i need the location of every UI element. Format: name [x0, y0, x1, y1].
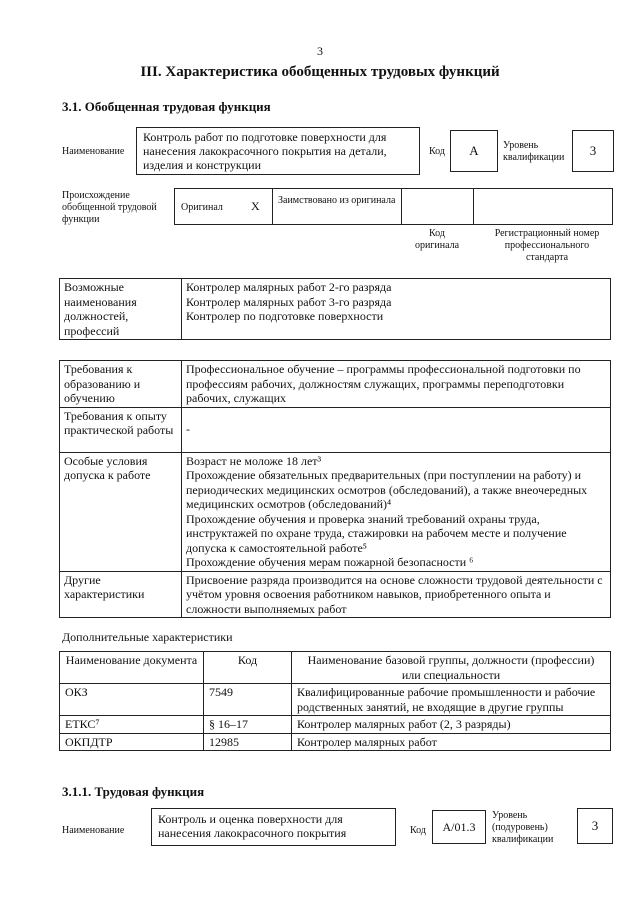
condition-line: Возраст не моложе 18 лет³ [186, 453, 322, 468]
cell-doc: ОКЗ [60, 684, 204, 716]
reg-number-label: Регистрационный номер профессионального стандарта [494, 228, 600, 263]
req-label-conditions: Особые условия допуска к работе [60, 452, 182, 571]
section-title: III. Характеристика обобщенных трудовых функций [140, 64, 500, 80]
tf-level-label: Уровень (подуровень) квалификации [492, 810, 554, 845]
req-label-education: Требования к образованию и обучению [60, 361, 182, 408]
original-mark: X [251, 199, 260, 213]
header-group: Наименование базовой группы, должности (профессии) или специальности [292, 652, 611, 684]
additional-table [59, 651, 611, 751]
condition-line: Прохождение обязательных предварительных (при поступлении на работу) и периодических медицинских осмотров (обследований), а также внеочередных медицинских осмотров (обследований)⁴ [186, 468, 588, 511]
additional-heading: Дополнительные характеристики [62, 630, 233, 644]
cell-code: 7549 [204, 684, 292, 716]
req-value-education: Профессиональное обучение – программы профессиональной подготовки по профессиям рабочих, должностям служащих, программы переподготовки рабочих, служащих [182, 361, 611, 408]
req-label-experience: Требования к опыту практической работы [60, 407, 182, 452]
gtf-name-label: Наименование [62, 146, 125, 157]
req-label-other: Другие характеристики [60, 571, 182, 618]
gtf-heading: 3.1. Обобщенная трудовая функция [62, 99, 271, 114]
header-code: Код [204, 652, 292, 684]
tf-code-value: А/01.3 [432, 810, 486, 844]
divider [401, 189, 402, 224]
position-item: Контролер малярных работ 3-го разряда [186, 294, 392, 309]
tf-code-label: Код [410, 825, 426, 836]
tf-level-value: 3 [577, 808, 613, 844]
tf-name-label: Наименование [62, 825, 125, 836]
req-value-other: Присвоение разряда производится на основе сложности трудовой деятельности с учётом уровня освоения работником навыков, приобретенного опыта и сложности выполняемых работ [182, 571, 611, 618]
gtf-level-label: Уровень квалификации [503, 140, 565, 163]
header-doc: Наименование документа [60, 652, 204, 684]
gtf-code-label: Код [429, 146, 445, 157]
cell-doc: ЕТКС⁷ [60, 716, 204, 734]
condition-line: Прохождение обучения мерам пожарной безопасности ⁶ [186, 555, 474, 569]
divider [272, 189, 273, 224]
cell-doc: ОКПДТР [60, 733, 204, 751]
cell-code: § 16–17 [204, 716, 292, 734]
cell-group: Квалифицированные рабочие промышленности и рабочие родственных занятий, не входящие в другие группы [292, 684, 611, 716]
gtf-name-value: Контроль работ по подготовке поверхности для нанесения лакокрасочного покрытия на детали, изделия и конструкции [136, 127, 420, 175]
cell-code: 12985 [204, 733, 292, 751]
req-value-conditions [182, 452, 611, 571]
tf-heading: 3.1.1. Трудовая функция [62, 784, 205, 799]
borrowed-label: Заимствовано из оригинала [278, 195, 396, 206]
gtf-code-value: А [450, 130, 498, 172]
origin-row [174, 188, 613, 225]
positions-label: Возможные наименования должностей, профессий [60, 279, 182, 340]
original-label: Оригинал [181, 202, 223, 213]
position-item: Контролер по подготовке поверхности [186, 309, 384, 323]
gtf-level-value: 3 [572, 130, 614, 172]
page-number: 3 [317, 44, 323, 58]
condition-line: Прохождение обучения и проверка знаний требований охраны труда, инструктажей по охране труда, стажировки на рабочем месте и получение допуска к самостоятельной работе⁵ [186, 511, 567, 555]
code-original-label: Код оригинала [414, 228, 460, 251]
divider [473, 189, 474, 224]
gtf-origin-label: Происхождение обобщенной трудовой функции [62, 190, 157, 225]
cell-group: Контролер малярных работ [292, 733, 611, 751]
req-value-experience: - [182, 407, 611, 452]
position-item: Контролер малярных работ 2-го разряда [186, 280, 392, 294]
positions-list [182, 279, 611, 340]
requirements-table [59, 360, 611, 618]
tf-name-value: Контроль и оценка поверхности для нанесения лакокрасочного покрытия [151, 808, 396, 846]
positions-table [59, 278, 611, 340]
cell-group: Контролер малярных работ (2, 3 разряды) [292, 716, 611, 734]
